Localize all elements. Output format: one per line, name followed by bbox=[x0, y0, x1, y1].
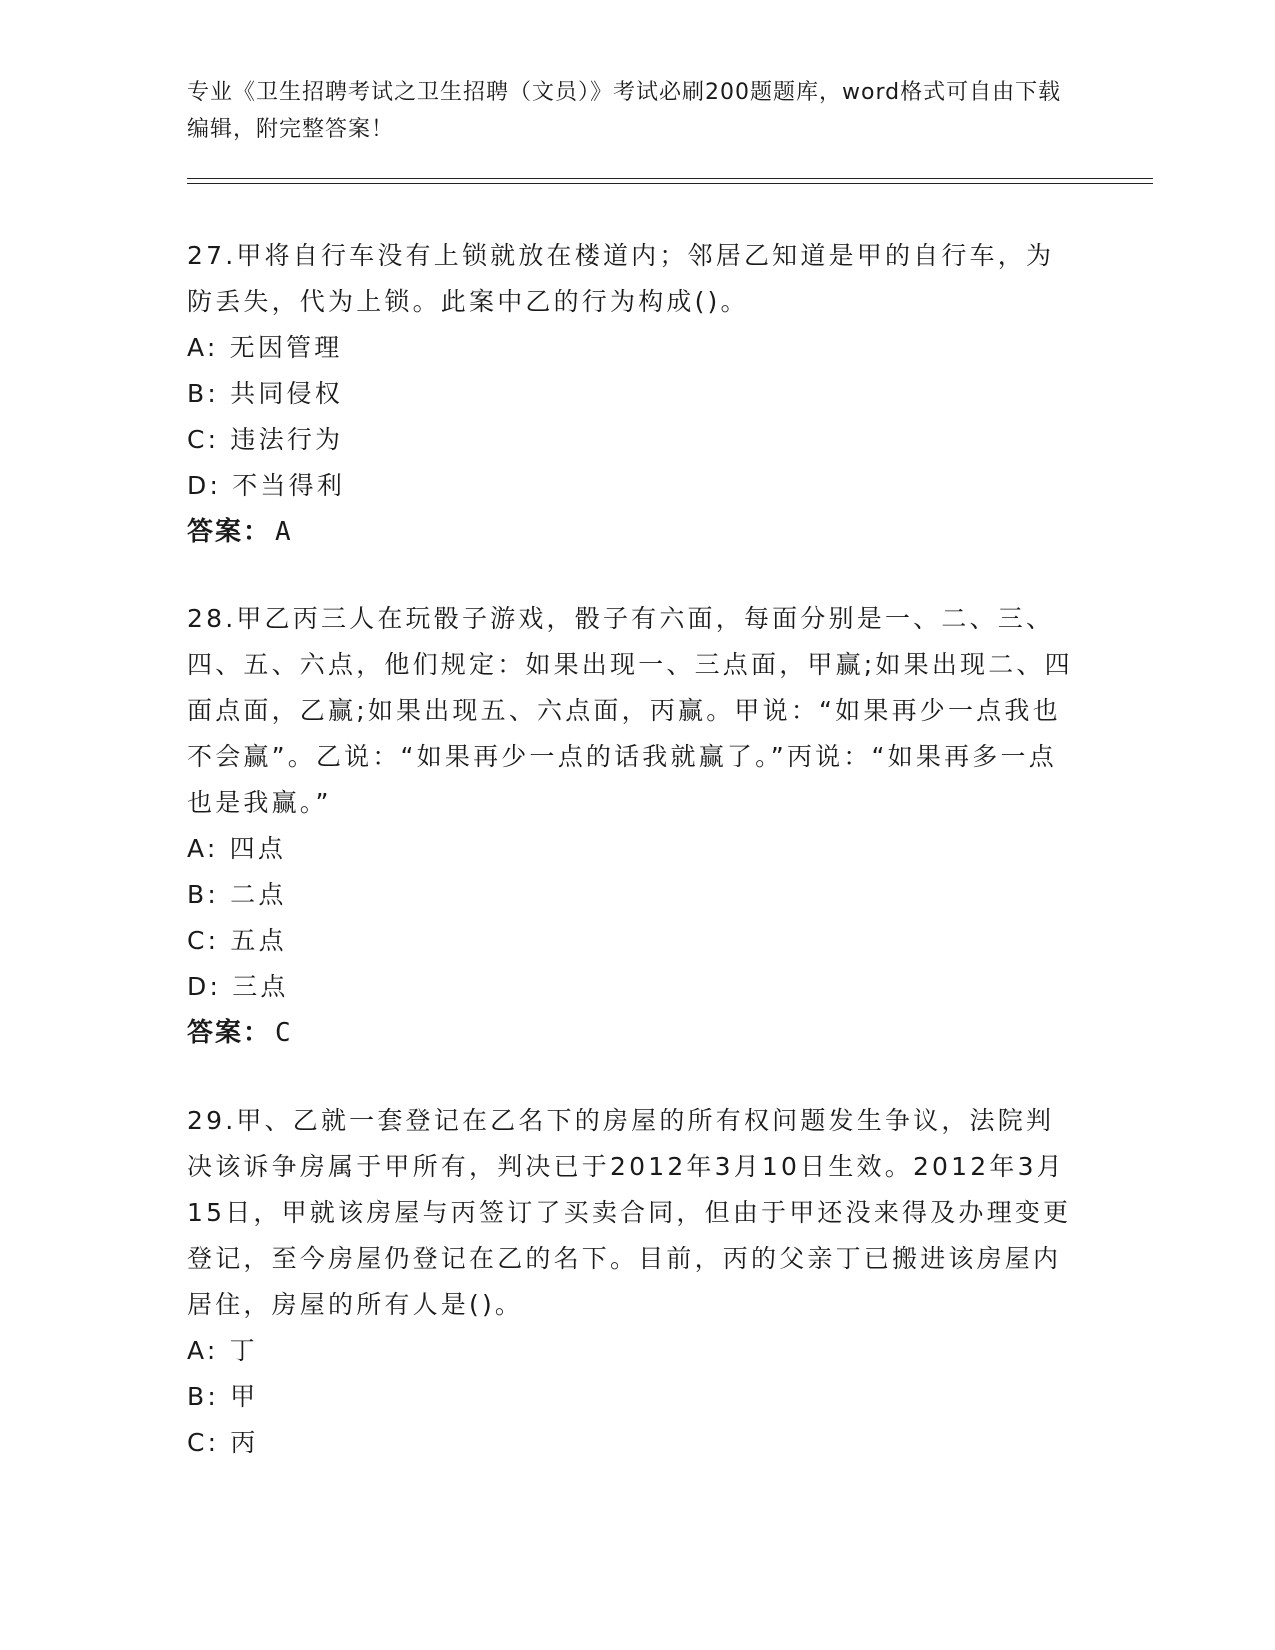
option-d: D: 不当得利 bbox=[187, 471, 346, 500]
header-divider-second bbox=[187, 183, 1153, 184]
answer-line bbox=[187, 509, 1077, 555]
document-header: 专业《卫生招聘考试之卫生招聘（文员）》考试必刷200题题库，word格式可自由下载编辑，附完整答案！ bbox=[187, 80, 1062, 142]
option-c: C: 五点 bbox=[187, 926, 287, 955]
answer-label: 答案： bbox=[187, 517, 272, 547]
answer-value: A bbox=[275, 517, 293, 547]
question-stem: 27.甲将自行车没有上锁就放在楼道内；邻居乙知道是甲的自行车，为防丢失，代为上锁。此案中乙的行为构成()。 bbox=[187, 241, 1055, 316]
answer-line bbox=[187, 1010, 1077, 1056]
header-divider bbox=[187, 178, 1153, 179]
question-stem: 28.甲乙丙三人在玩骰子游戏，骰子有六面，每面分别是一、二、三、四、五、六点，他们规定：如果出现一、三点面，甲赢;如果出现二、四面点面，乙赢;如果出现五、六点面，丙赢。甲说：“如果再少一点我也不会赢”。乙说：“如果再少一点的话我就赢了。”丙说：“如果再多一点也是我赢。” bbox=[187, 604, 1073, 817]
option-b: B: 共同侵权 bbox=[187, 379, 343, 408]
question-28 bbox=[187, 596, 1077, 1056]
question-29 bbox=[187, 1098, 1077, 1466]
option-b: B: 甲 bbox=[187, 1382, 259, 1411]
option-a: A: 丁 bbox=[187, 1336, 258, 1365]
question-27 bbox=[187, 233, 1077, 555]
question-stem: 29.甲、乙就一套登记在乙名下的房屋的所有权问题发生争议，法院判决该诉争房属于甲所有，判决已于2012年3月10日生效。2012年3月15日，甲就该房屋与丙签订了买卖合同，但由于甲还没来得及办理变更登记，至今房屋仍登记在乙的名下。目前，丙的父亲丁已搬进该房屋内居住，房屋的所有人是()。 bbox=[187, 1106, 1072, 1319]
answer-label: 答案： bbox=[187, 1018, 272, 1048]
option-c: C: 违法行为 bbox=[187, 425, 344, 454]
option-c: C: 丙 bbox=[187, 1428, 259, 1457]
option-a: A: 四点 bbox=[187, 834, 287, 863]
option-a: A: 无因管理 bbox=[187, 333, 343, 362]
answer-value: C bbox=[275, 1018, 293, 1048]
option-b: B: 二点 bbox=[187, 880, 287, 909]
option-d: D: 三点 bbox=[187, 972, 289, 1001]
